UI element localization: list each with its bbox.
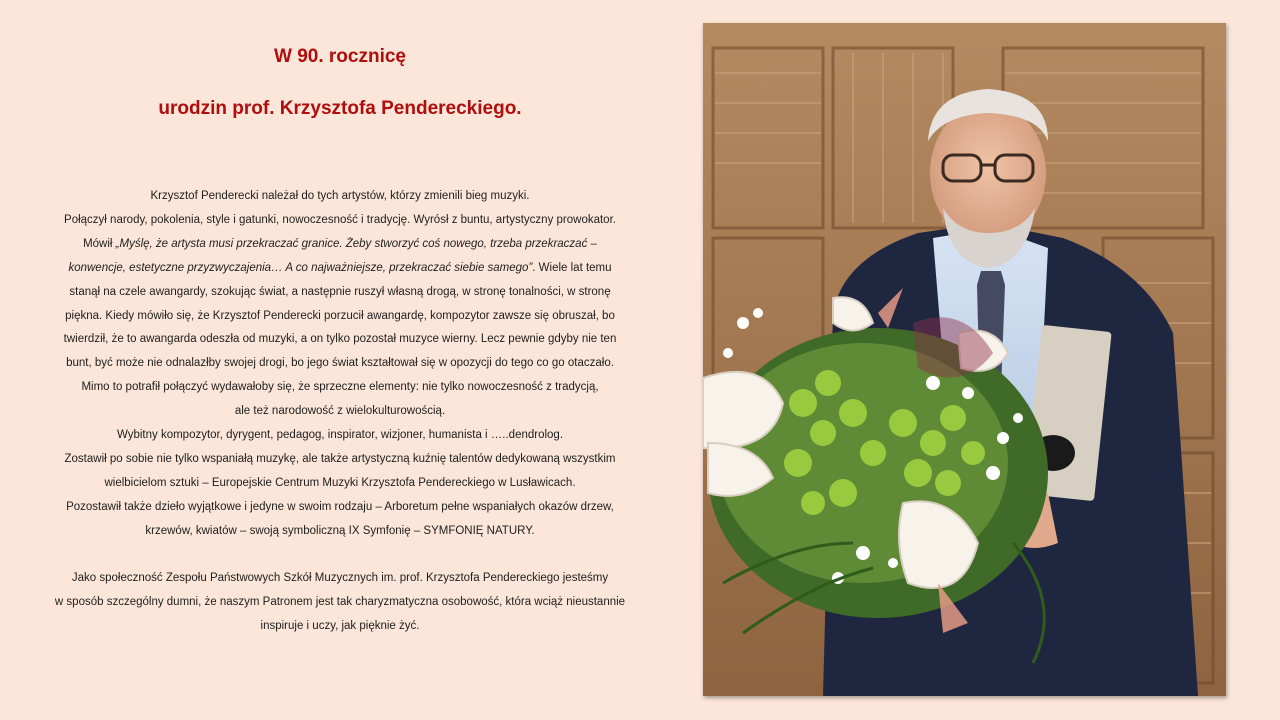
text-line: stanął na czele awangardy, szokując świat, a następnie ruszył własną drogą, w stronę tonalności, w stronę xyxy=(69,285,611,298)
text-line: inspiruje i uczy, jak pięknie żyć. xyxy=(260,620,420,633)
paragraph-gap xyxy=(30,544,650,568)
text-line xyxy=(30,257,650,281)
quoted-text: konwencje, estetyczne przyzwyczajenia… A co najważniejsze, przekraczać siebie samego” xyxy=(68,261,533,274)
text-line: Jako społeczność Zespołu Państwowych Szkół Muzycznych im. prof. Krzysztofa Pendereckiego jesteśmy xyxy=(71,572,609,585)
paragraph-2 xyxy=(30,567,650,639)
quoted-text: „Myślę, że artysta musi przekraczać granice. Żeby stworzyć coś nowego, trzeba przekraczać – xyxy=(115,237,597,250)
text-line: bunt, być może nie odnalazłby swojej drogi, bo jego świat kształtował się w opozycji do tego co go otaczało. xyxy=(66,357,614,370)
text-line: Pozostawił także dzieło wyjątkowe i jedyne w swoim rodzaju – Arboretum pełne wspaniałych okazów drzew, xyxy=(66,500,614,513)
tribute-text xyxy=(30,185,650,639)
text-line: krzewów, kwiatów – swoją symboliczną IX Symfonię – SYMFONIĘ NATURY. xyxy=(145,524,535,537)
text-line: Zostawił po sobie nie tylko wspaniałą muzykę, ale także artystyczną kuźnię talentów dedykowaną wszystkim xyxy=(64,452,616,465)
text-line: piękna. Kiedy mówiło się, że Krzysztof Penderecki porzucił awangardę, kompozytor zawsze się obruszał, bo xyxy=(65,309,615,322)
text-line: Wybitny kompozytor, dyrygent, pedagog, inspirator, wizjoner, humanista i …..dendrolog. xyxy=(116,429,564,442)
text-line: Mimo to potrafił połączyć wydawałoby się, że sprzeczne elementy: nie tylko nowoczesność z tradycją, xyxy=(81,381,599,394)
text-line: Krzysztof Penderecki należał do tych artystów, którzy zmienili bieg muzyki. xyxy=(150,190,530,202)
text-segment: Mówił xyxy=(83,237,116,250)
title-line-2: urodzin prof. Krzysztofa Pendereckiego. xyxy=(158,98,522,119)
portrait-illustration xyxy=(703,23,1226,696)
paragraph-1 xyxy=(30,185,650,544)
text-line: wielbicielom sztuki – Europejskie Centrum Muzyki Krzysztofa Pendereckiego w Lusławicach. xyxy=(104,476,576,489)
text-line xyxy=(30,233,650,257)
title-line-1: W 90. rocznicę xyxy=(274,46,406,67)
text-line: w sposób szczególny dumni, że naszym Patronem jest tak charyzmatyczna osobowość, która wciąż nieustannie xyxy=(54,596,626,609)
text-line: twierdził, że to awangarda odeszła od muzyki, a on tylko pozostał muzyce wierny. Lecz pewnie gdyby nie ten xyxy=(63,333,617,346)
text-line: Połączył narody, pokolenia, style i gatunki, nowoczesność i tradycję. Wyrósł z buntu, artystyczny prowokator. xyxy=(64,213,616,226)
text-segment: . Wiele lat temu xyxy=(532,261,612,274)
portrait-photo xyxy=(703,23,1226,696)
text-line: ale też narodowość z wielokulturowością. xyxy=(234,405,446,418)
